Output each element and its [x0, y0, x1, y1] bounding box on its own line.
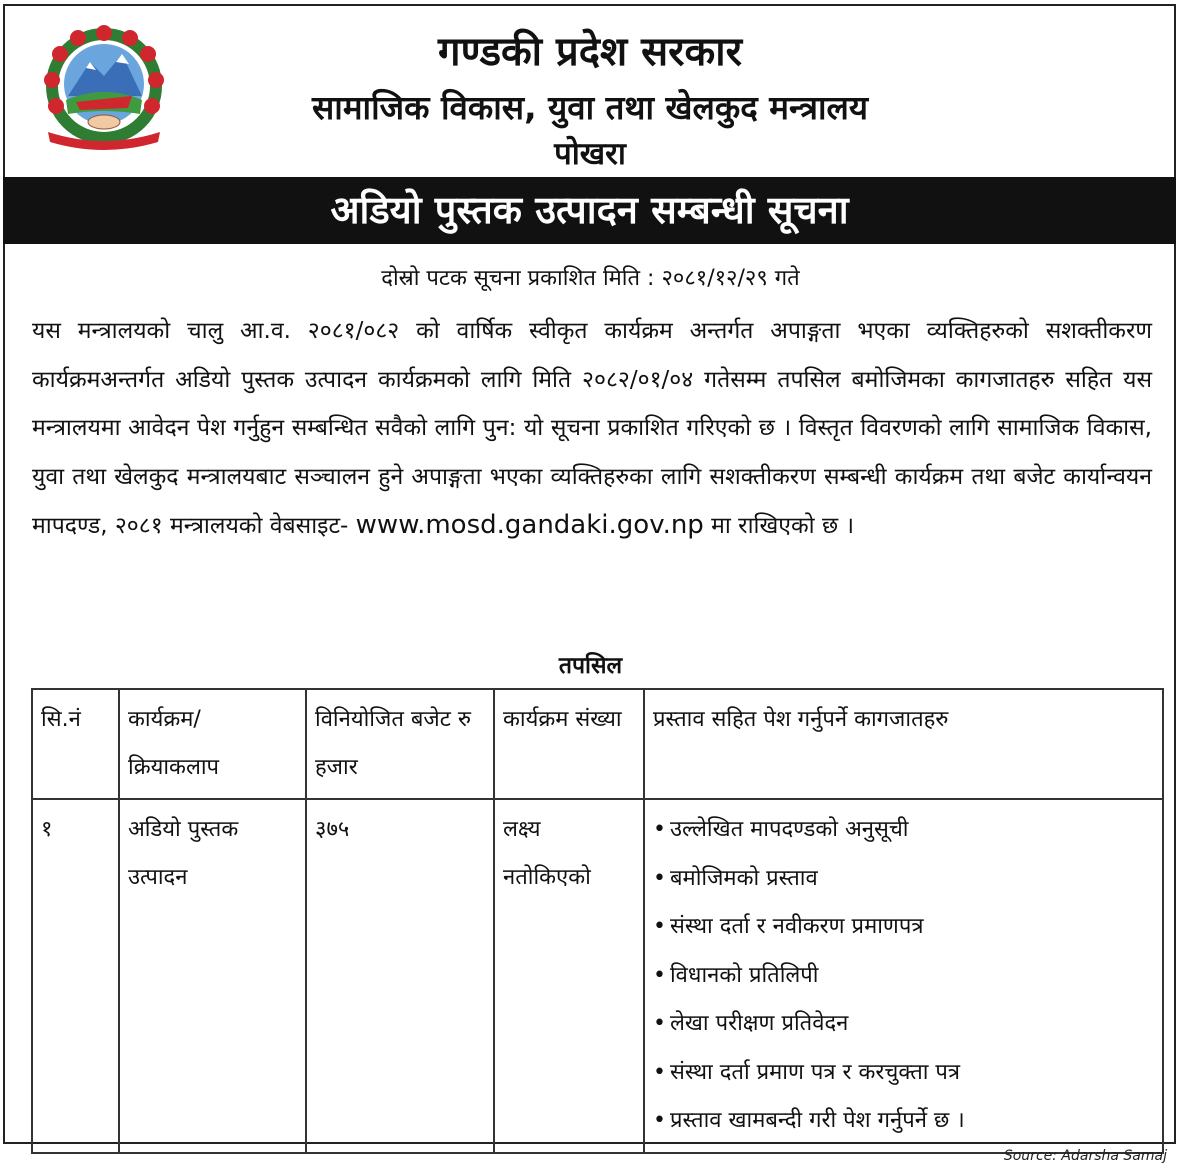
- col-header-count: कार्यक्रम संख्या: [494, 689, 644, 799]
- schedule-table: [31, 688, 1164, 1154]
- list-item: • लेखा परीक्षण प्रतिवेदन: [653, 1000, 1154, 1049]
- col-header-documents: प्रस्ताव सहित पेश गर्नुपर्ने कागजातहरु: [644, 689, 1163, 799]
- documents-list: [653, 806, 1154, 1146]
- cell-program: अडियो पुस्तक उत्पादन: [119, 799, 306, 1153]
- publish-date-line: दोस्रो पटक सूचना प्रकाशित मिति : २०८१/१२/२९ गते: [381, 266, 800, 291]
- cell-count: लक्ष्य नतोकिएको: [494, 799, 644, 1153]
- ministry-name: सामाजिक विकास, युवा तथा खेलकुद मन्त्रालय: [311, 88, 869, 127]
- notice-body: [32, 307, 1152, 551]
- notice-body-main: यस मन्त्रालयको चालु आ.व. २०८१/०८२ को वार्षिक स्वीकृत कार्यक्रम अन्तर्गत अपाङ्गता भएका व्यक्तिहरुको सशक्तीकरण कार्यक्रमअन्तर्गत अडियो पुस्तक उत्पादन कार्यक्रमको लागि मिति २०८२/०१/०४ गतेसम्म तपसिल बमोजिमका कागजातहरु सहित यस मन्त्रालयमा आवेदन पेश गर्नुहुन सम्बन्धित सवैको लागि पुन: यो सूचना प्रकाशित गरिएको छ । विस्तृत विवरणको लागि सामाजिक विकास, युवा तथा खेलकुद मन्त्रालयबाट सञ्चालन हुने अपाङ्गता भएका व्यक्तिहरुका लागि सशक्तीकरण सम्बन्धी कार्यक्रम तथा बजेट कार्यान्वयन मापदण्ड, २०८१ मन्त्रालयको वेबसाइट-: [32, 318, 1152, 539]
- notice-body-end: मा राखिएको छ ।: [711, 513, 855, 539]
- office-location: पोखरा: [554, 136, 626, 172]
- schedule-title: तपसिल: [558, 653, 623, 679]
- list-item: • बमोजिमको प्रस्ताव: [653, 855, 1154, 904]
- notice-title-banner: [3, 177, 1176, 244]
- government-name: गण्डकी प्रदेश सरकार: [438, 29, 742, 75]
- col-header-sn: सि.नं: [32, 689, 119, 799]
- source-credit: Source: Adarsha Samaj: [1003, 1148, 1167, 1164]
- nepal-emblem-icon: [30, 24, 178, 154]
- notice-title: अडियो पुस्तक उत्पादन सम्बन्धी सूचना: [330, 188, 849, 232]
- list-item: • विधानको प्रतिलिपी: [653, 952, 1154, 1001]
- list-item: • संस्था दर्ता र नवीकरण प्रमाणपत्र: [653, 903, 1154, 952]
- cell-budget: ३७५: [306, 799, 494, 1153]
- website-link[interactable]: www.mosd.gandaki.gov.np: [355, 510, 704, 540]
- col-header-budget: विनियोजित बजेट रु हजार: [306, 689, 494, 799]
- cell-documents: [644, 799, 1163, 1153]
- table-header-row: [32, 689, 1163, 799]
- list-item: • प्रस्ताव खामबन्दी गरी पेश गर्नुपर्ने छ ।: [653, 1097, 1154, 1146]
- cell-sn: १: [32, 799, 119, 1153]
- list-item: • संस्था दर्ता प्रमाण पत्र र करचुक्ता पत्र: [653, 1049, 1154, 1098]
- table-row: [32, 799, 1163, 1153]
- list-item: • उल्लेखित मापदण्डको अनुसूची: [653, 806, 1154, 855]
- col-header-program: कार्यक्रम/ क्रियाकलाप: [119, 689, 306, 799]
